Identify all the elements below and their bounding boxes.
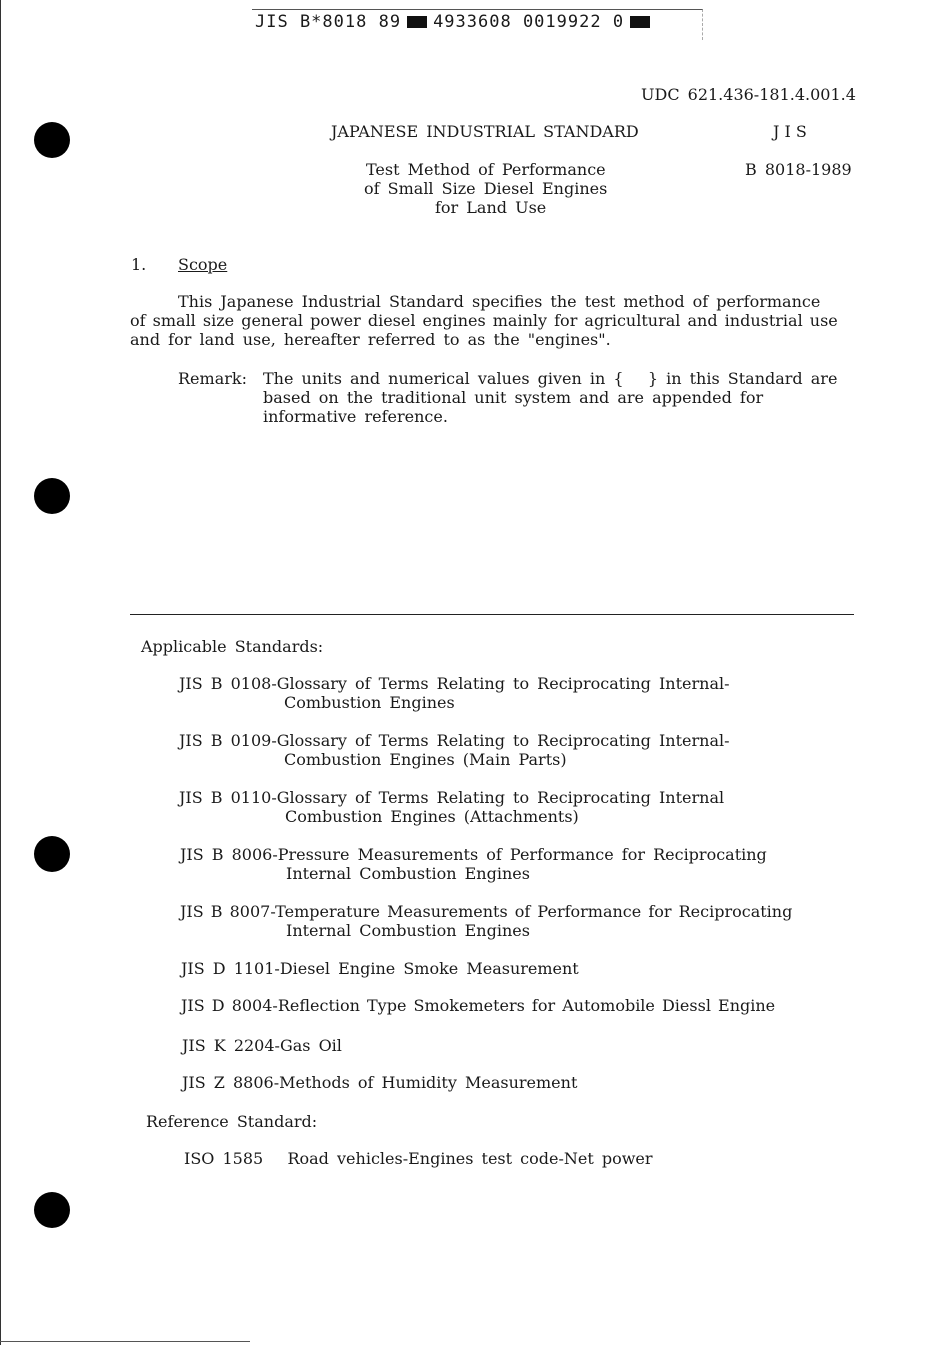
divider — [130, 614, 854, 615]
black-block — [407, 16, 427, 28]
remark-line: based on the traditional unit system and are appended for — [263, 388, 764, 407]
header-code-part1: JIS B*8018 89 — [255, 12, 402, 32]
header-code-part2: 4933608 0019922 0 — [433, 12, 625, 32]
title-line: Test Method of Performance — [366, 160, 606, 179]
scope-line: This Japanese Industrial Standard specifies the test method of performance — [178, 292, 821, 311]
title-line: for Land Use — [435, 198, 547, 217]
section-heading: Scope — [178, 255, 228, 274]
applicable-item: JIS B 8006-Pressure Measurements of Performance for Reciprocating — [180, 845, 767, 864]
remark-line: The units and numerical values given in { } in this Standard are — [263, 369, 838, 388]
header-code — [255, 12, 656, 32]
applicable-item: JIS Z 8806-Methods of Humidity Measurement — [182, 1073, 578, 1092]
punch-hole — [34, 478, 70, 514]
applicable-item: JIS K 2204-Gas Oil — [182, 1036, 342, 1055]
applicable-item-cont: Combustion Engines (Main Parts) — [284, 750, 567, 769]
applicable-item-cont: Combustion Engines — [284, 693, 455, 712]
applicable-item-cont: Combustion Engines (Attachments) — [285, 807, 579, 826]
black-block — [630, 16, 650, 28]
jis-mark: J I S — [773, 122, 807, 141]
bottom-edge — [0, 1341, 250, 1342]
applicable-heading: Applicable Standards: — [141, 637, 324, 656]
applicable-item: JIS B 8007-Temperature Measurements of Performance for Reciprocating — [180, 902, 793, 921]
punch-hole — [34, 1192, 70, 1228]
applicable-item: JIS B 0108-Glossary of Terms Relating to Reciprocating Internal- — [179, 674, 730, 693]
applicable-item: JIS B 0110-Glossary of Terms Relating to Reciprocating Internal — [179, 788, 725, 807]
remark-label: Remark: — [178, 369, 247, 388]
applicable-item-cont: Internal Combustion Engines — [286, 864, 530, 883]
applicable-item: JIS B 0109-Glossary of Terms Relating to Reciprocating Internal- — [179, 731, 730, 750]
punch-hole — [34, 122, 70, 158]
title-line: of Small Size Diesel Engines — [364, 179, 608, 198]
page-edge — [0, 0, 1, 1345]
punch-hole — [34, 836, 70, 872]
applicable-item: JIS D 8004-Reflection Type Smokemeters for Automobile Diessl Engine — [181, 996, 776, 1015]
reference-heading: Reference Standard: — [146, 1112, 318, 1131]
udc: UDC 621.436-181.4.001.4 — [641, 85, 856, 104]
remark-line: informative reference. — [263, 407, 448, 426]
applicable-item: JIS D 1101-Diesel Engine Smoke Measurement — [181, 959, 579, 978]
standard-org: JAPANESE INDUSTRIAL STANDARD — [331, 122, 639, 141]
section-number: 1. — [131, 255, 147, 274]
applicable-item-cont: Internal Combustion Engines — [286, 921, 530, 940]
scope-line: of small size general power diesel engines mainly for agricultural and industrial use — [130, 311, 838, 330]
reference-item: ISO 1585 Road vehicles-Engines test code-Net power — [184, 1149, 653, 1168]
scope-line: and for land use, hereafter referred to as the "engines". — [130, 330, 611, 349]
standard-number: B 8018-1989 — [745, 160, 852, 179]
